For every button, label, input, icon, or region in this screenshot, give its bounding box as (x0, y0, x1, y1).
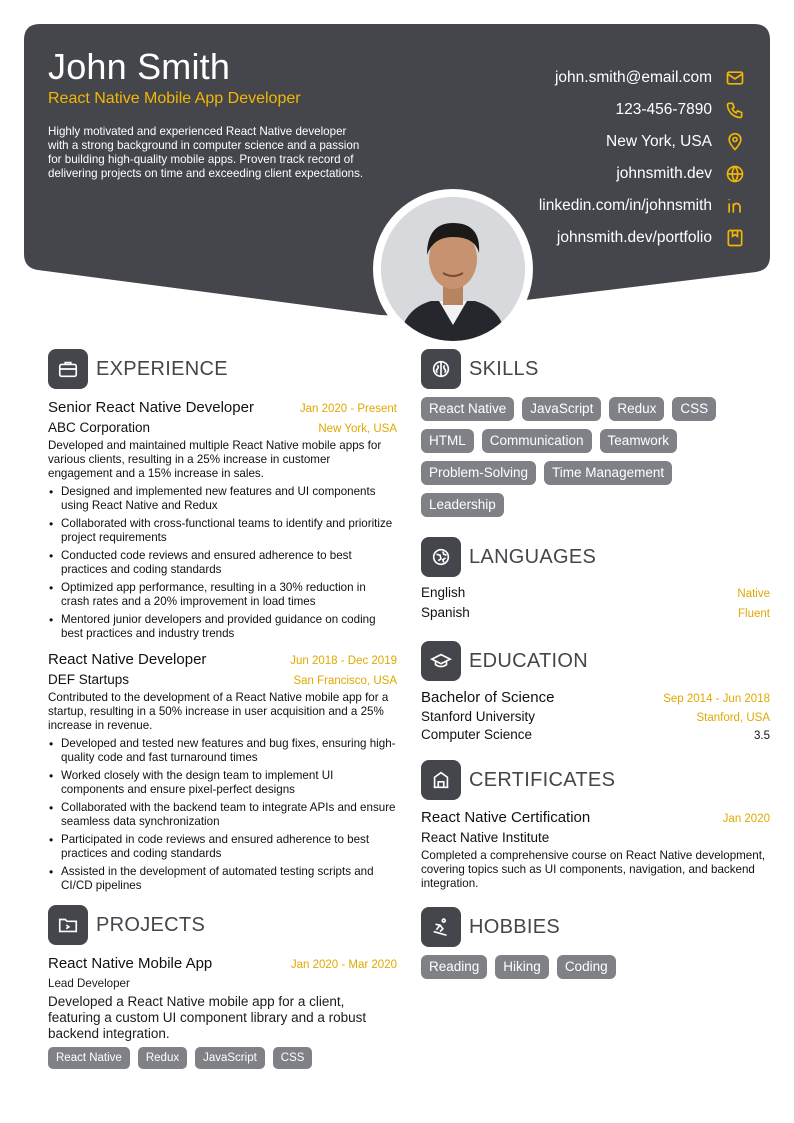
job-description: Contributed to the development of a React Native mobile app for a startup, resulting in a 50% increase in user acquisition and a 25% increase in revenue. (48, 691, 389, 732)
project-tag: React Native (48, 1047, 130, 1069)
institution-icon (421, 760, 461, 800)
email-icon (724, 67, 746, 89)
job-date: Jun 2018 - Dec 2019 (290, 655, 397, 667)
job-bullet: • Participated in code reviews and ensured adherence to best practices and coding standards (48, 833, 397, 861)
skill-tag: JavaScript (522, 397, 601, 421)
bookmark-icon (724, 227, 746, 249)
education-degree: Bachelor of Science (421, 689, 555, 706)
project-role: Lead Developer (48, 977, 130, 990)
skill-tag: Redux (609, 397, 664, 421)
project-tags (48, 1047, 397, 1069)
contact-location (406, 126, 746, 158)
job-bullet: • Collaborated with cross-functional teams to identify and prioritize project requirements (48, 517, 397, 545)
profile-photo (381, 197, 525, 341)
languages-title: LANGUAGES (469, 545, 597, 568)
job-title: React Native Developer (48, 651, 207, 668)
projects-header (48, 905, 397, 945)
certificate-name: React Native Certification (421, 809, 591, 826)
certificate-issuer: React Native Institute (421, 830, 550, 845)
job-location: New York, USA (318, 423, 397, 435)
experience-title: EXPERIENCE (96, 357, 228, 380)
hobby-tags (421, 955, 770, 987)
contact-email[interactable] (406, 62, 746, 94)
skill-tag: Problem-Solving (421, 461, 536, 485)
job-bullets (48, 485, 397, 641)
left-column (48, 349, 397, 1069)
certificates-title: CERTIFICATES (469, 768, 616, 791)
right-column (421, 349, 770, 987)
skill-tag: Communication (482, 429, 592, 453)
candidate-name: John Smith (48, 46, 231, 87)
skill-tag: Leadership (421, 493, 504, 517)
skier-icon (421, 907, 461, 947)
skill-tag: Teamwork (600, 429, 678, 453)
job-bullet: • Designed and implemented new features and UI components using React Native and Redux (48, 485, 397, 513)
hobbies-title: HOBBIES (469, 915, 561, 938)
job-description: Developed and maintained multiple React Native mobile apps for various clients, resulting in a 25% increase in customer engagement and a 15% increase in sales. (48, 439, 382, 480)
project-tag: Redux (138, 1047, 187, 1069)
skill-tag: React Native (421, 397, 514, 421)
location-pin-icon (724, 131, 746, 153)
job-company: ABC Corporation (48, 420, 151, 435)
hobby-tag: Reading (421, 955, 487, 979)
hobby-tag: Hiking (495, 955, 549, 979)
education-gpa: 3.5 (754, 730, 770, 742)
candidate-role: React Native Mobile App Developer (48, 90, 301, 107)
education-header (421, 641, 770, 681)
contact-location-text: New York, USA (606, 133, 712, 150)
languages-list (421, 585, 770, 625)
skills-title: SKILLS (469, 357, 539, 380)
contact-email-text[interactable]: john.smith@email.com (554, 69, 712, 86)
skills-tags (421, 397, 770, 525)
certificate-date: Jan 2020 (722, 813, 770, 825)
language-name: Spanish (421, 605, 470, 620)
job-bullet: • Optimized app performance, resulting in a 30% reduction in crash rates and a 20% improvement in load times (48, 581, 397, 609)
language-level: Native (737, 588, 770, 600)
profile-summary: Highly motivated and experienced React Native developer with a strong background in computer science and a passion for building high-quality mobile apps. Proven track record of delivering projects on time and exceeding client expectations. (48, 125, 364, 180)
project-description: Developed a React Native mobile app for a client, featuring a custom UI component library and a robust backend integration. (48, 994, 367, 1041)
project-date: Jan 2020 - Mar 2020 (290, 959, 397, 971)
hobbies-header (421, 907, 770, 947)
education-field: Computer Science (421, 727, 533, 742)
language-name: English (421, 585, 466, 600)
education-title: EDUCATION (469, 649, 588, 672)
certificates-header (421, 760, 770, 800)
job-bullets (48, 737, 397, 893)
education-school: Stanford University (421, 709, 536, 724)
language-row (421, 605, 770, 625)
hobby-tag: Coding (557, 955, 616, 979)
language-level: Fluent (738, 608, 770, 620)
certificate-entry (421, 809, 770, 891)
job-location: San Francisco, USA (293, 675, 397, 687)
education-location: Stanford, USA (696, 712, 770, 724)
experience-entry (48, 651, 397, 893)
languages-header (421, 537, 770, 577)
experience-entry (48, 399, 397, 641)
briefcase-icon (48, 349, 88, 389)
language-row (421, 585, 770, 605)
folder-icon (48, 905, 88, 945)
linkedin-icon (724, 195, 746, 217)
certificate-description: Completed a comprehensive course on React Native development, covering topics such as UI components, navigation, and backend integration. (421, 849, 766, 890)
project-entry (48, 955, 397, 1069)
contact-phone-text[interactable]: 123-456-7890 (615, 101, 712, 118)
job-bullet: • Conducted code reviews and ensured adherence to best practices and coding standards (48, 549, 397, 577)
job-bullet: • Worked closely with the design team to implement UI components and ensure pixel-perfect designs (48, 769, 397, 797)
brain-icon (421, 349, 461, 389)
education-date: Sep 2014 - Jun 2018 (663, 693, 770, 705)
skill-tag: CSS (672, 397, 716, 421)
skill-tag: HTML (421, 429, 474, 453)
job-bullet: • Assisted in the development of automated testing scripts and CI/CD pipelines (48, 865, 397, 893)
job-bullet: • Mentored junior developers and provided guidance on coding best practices and industry trends (48, 613, 397, 641)
project-tag: JavaScript (195, 1047, 265, 1069)
skills-header (421, 349, 770, 389)
graduation-cap-icon (421, 641, 461, 681)
education-entry (421, 689, 770, 742)
job-company: DEF Startups (48, 672, 130, 687)
languages-icon (421, 537, 461, 577)
contact-portfolio-text[interactable]: johnsmith.dev/portfolio (556, 229, 712, 246)
contact-linkedin-text[interactable]: linkedin.com/in/johnsmith (538, 197, 712, 214)
job-title: Senior React Native Developer (48, 399, 254, 416)
job-bullet: • Collaborated with the backend team to integrate APIs and ensure seamless data synchronization (48, 801, 397, 829)
job-bullet: • Developed and tested new features and bug fixes, ensuring high-quality code and fast turnaround times (48, 737, 397, 765)
phone-icon (724, 99, 746, 121)
contact-phone[interactable] (406, 94, 746, 126)
contact-website[interactable] (406, 158, 746, 190)
contact-website-text[interactable]: johnsmith.dev (616, 165, 712, 182)
project-tag: CSS (273, 1047, 313, 1069)
skill-tag: Time Management (544, 461, 672, 485)
project-title: React Native Mobile App (48, 955, 213, 972)
globe-icon (724, 163, 746, 185)
experience-header (48, 349, 397, 389)
projects-title: PROJECTS (96, 913, 206, 936)
job-date: Jan 2020 - Present (299, 403, 397, 415)
